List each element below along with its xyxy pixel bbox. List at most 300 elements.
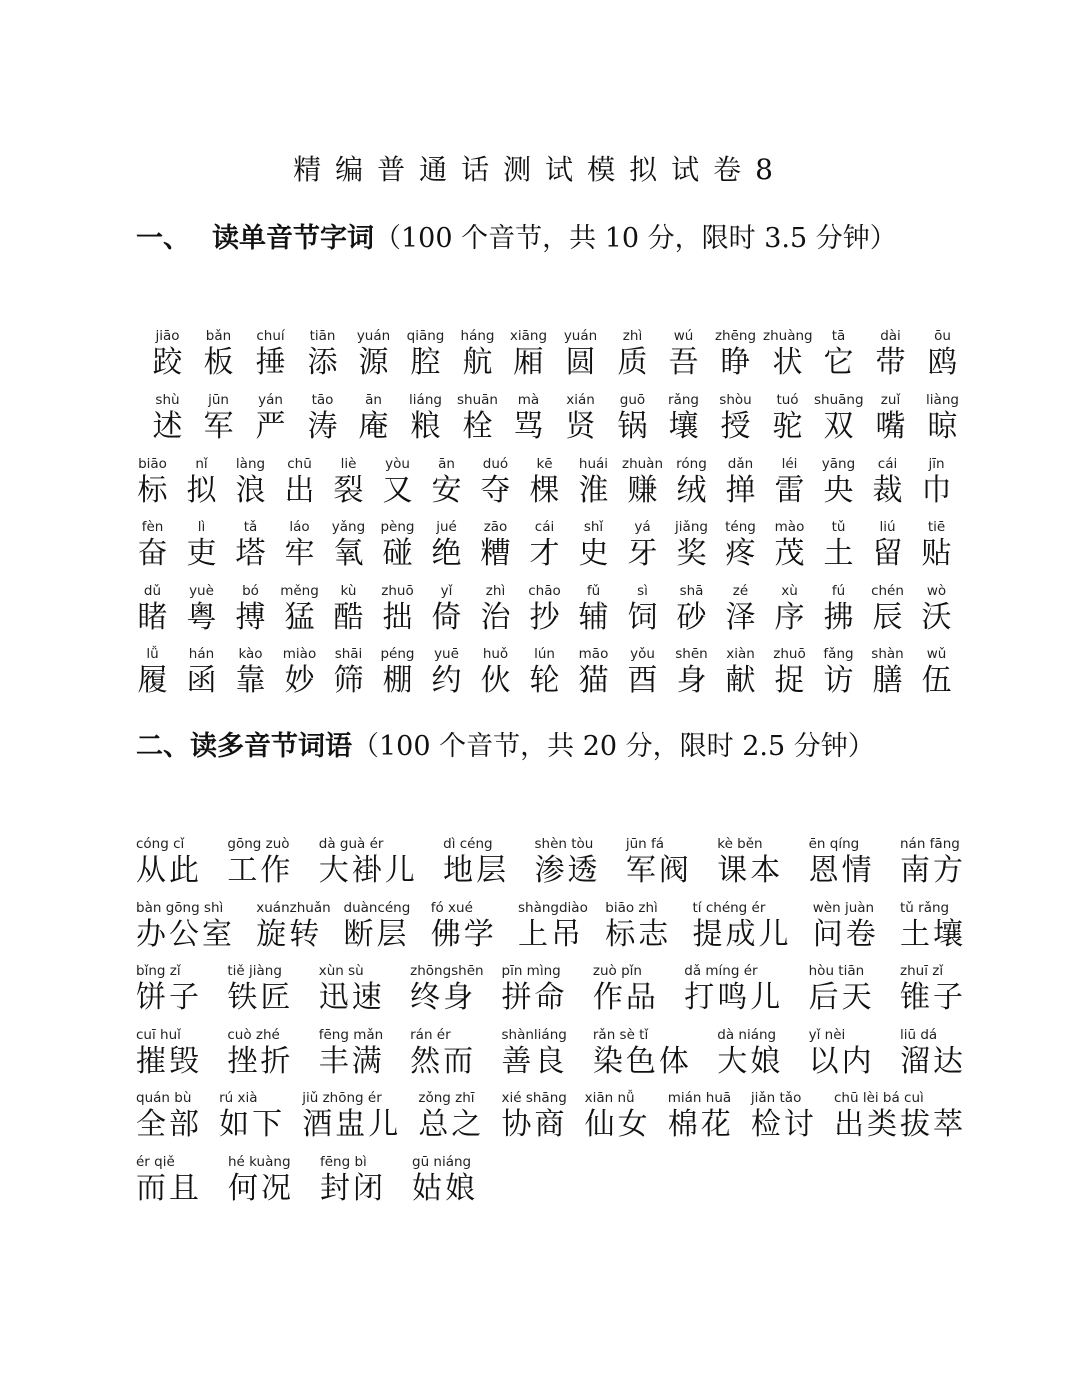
hanzi-label: 从此: [136, 853, 202, 888]
pinyin-label: wǔ: [926, 646, 947, 662]
hanzi-label: 浪: [235, 473, 266, 508]
syllable-item: [298, 391, 347, 445]
pinyin-label: miào: [282, 646, 317, 662]
syllable-item: [324, 518, 373, 572]
hanzi-label: 约: [431, 663, 462, 698]
hanzi-label: 猫: [578, 663, 609, 698]
pinyin-label: biāo: [138, 456, 167, 472]
syllable-item: [177, 518, 226, 572]
pinyin-label: bǐng zǐ: [136, 963, 181, 979]
hanzi-label: 晾: [927, 409, 958, 444]
pinyin-label: yuē: [434, 646, 459, 662]
hanzi-label: 庵: [358, 409, 389, 444]
hanzi-label: 睹: [137, 600, 168, 635]
hanzi-label: 沃: [921, 600, 952, 635]
hanzi-label: 拙: [382, 600, 413, 635]
pinyin-label: zé: [732, 583, 749, 599]
pinyin-label: liū dá: [900, 1027, 938, 1043]
pinyin-label: bàn gōng shì: [136, 900, 224, 916]
syllable-item: [471, 582, 520, 636]
pinyin-label: shǐ: [583, 519, 604, 535]
pinyin-label: tǔ rǎng: [900, 900, 950, 916]
word-item: [717, 1026, 783, 1080]
syllable-item: [814, 455, 863, 509]
pinyin-label: duó: [482, 456, 509, 472]
hanzi-label: 迅速: [318, 980, 385, 1015]
pinyin-label: fó xué: [430, 900, 473, 916]
hanzi-label: 夺: [480, 473, 511, 508]
pinyin-label: lǚ: [146, 646, 159, 662]
hanzi-label: 砂: [676, 600, 707, 635]
pinyin-label: cóng cǐ: [136, 836, 185, 852]
hanzi-label: 工作: [227, 853, 294, 888]
pinyin-label: liú: [879, 519, 896, 535]
pinyin-label: bó: [242, 583, 259, 599]
pinyin-label: kù: [340, 583, 357, 599]
word-item: [302, 1089, 401, 1143]
word-item: [410, 962, 484, 1016]
pinyin-label: chuí: [256, 328, 285, 344]
word-item: [219, 1089, 285, 1143]
pinyin-label: yán: [258, 392, 283, 408]
hanzi-label: 猛: [284, 600, 315, 635]
syllable-item: [556, 327, 605, 381]
hanzi-label: 打鸣儿: [684, 980, 784, 1015]
hanzi-label: 溜达: [900, 1044, 966, 1079]
section1-heading: [136, 216, 897, 255]
pinyin-label: nán fāng: [900, 836, 960, 852]
pinyin-label: yuán: [356, 328, 391, 344]
hanzi-label: 赚: [627, 473, 658, 508]
pinyin-label: yǐ nèi: [808, 1027, 846, 1043]
syllable-item: [912, 455, 961, 509]
pinyin-label: mào: [774, 519, 805, 535]
syllable-item: [453, 391, 502, 445]
hanzi-label: 轮: [529, 663, 560, 698]
pinyin-label: fēng bì: [320, 1154, 367, 1170]
hanzi-label: 治: [480, 600, 511, 635]
hanzi-label: 地层: [443, 853, 510, 888]
hanzi-label: 奋: [137, 536, 168, 571]
pinyin-label: yǐ: [440, 583, 453, 599]
pinyin-label: jiǎng: [675, 519, 708, 535]
hanzi-label: 土壤: [900, 917, 966, 952]
pinyin-label: měng: [280, 583, 319, 599]
hanzi-label: 后天: [808, 980, 875, 1015]
syllable-item: [608, 327, 657, 381]
pinyin-label: duàncéng: [343, 900, 411, 916]
hanzi-label: 协商: [501, 1107, 568, 1142]
hanzi-label: 伍: [921, 663, 952, 698]
syllable-item: [226, 518, 275, 572]
pinyin-label: zhuō: [773, 646, 806, 662]
hanzi-label: 佛学: [430, 917, 497, 952]
pinyin-label: shù: [155, 392, 180, 408]
word-item: [320, 1153, 386, 1207]
hanzi-label: 鸥: [927, 345, 958, 380]
pinyin-label: zhōngshēn: [410, 963, 484, 979]
syllable-item: [863, 645, 912, 699]
word-item: [605, 899, 671, 953]
pinyin-label: jūn fá: [625, 836, 665, 852]
hanzi-label: 仙女: [584, 1107, 651, 1142]
syllable-item: [814, 518, 863, 572]
pinyin-label: dà niáng: [717, 1027, 777, 1043]
hanzi-label: 锥子: [900, 980, 966, 1015]
syllable-item: [608, 391, 657, 445]
pinyin-label: nǐ: [195, 456, 208, 472]
hanzi-label: 栓: [462, 409, 493, 444]
word-item: [900, 1026, 966, 1080]
pinyin-label: zhì: [622, 328, 643, 344]
pinyin-label: cái: [534, 519, 555, 535]
hanzi-label: 序: [774, 600, 805, 635]
syllable-item: [128, 582, 177, 636]
section2-heading: [136, 724, 875, 763]
pinyin-label: zuò pǐn: [592, 963, 642, 979]
hanzi-label: 航: [462, 345, 493, 380]
hanzi-label: 全部: [136, 1107, 202, 1142]
word-item: [431, 899, 497, 953]
pinyin-label: shànliáng: [501, 1027, 567, 1043]
pinyin-label: cái: [877, 456, 898, 472]
hanzi-label: 渗透: [534, 853, 601, 888]
hanzi-label: 出类拔萃: [834, 1107, 966, 1142]
syllable-item: [275, 645, 324, 699]
hanzi-label: 跤: [152, 345, 183, 380]
pinyin-label: guō: [619, 392, 646, 408]
hanzi-label: 以内: [808, 1044, 875, 1079]
pinyin-label: xiàn: [726, 646, 755, 662]
section2-note: （100 个音节，共 20 分，限时 2.5 分钟）: [352, 731, 875, 762]
pinyin-label: hòu tiān: [808, 963, 865, 979]
word-item: [809, 962, 875, 1016]
pinyin-label: rán ér: [410, 1027, 451, 1043]
syllable-item: [520, 518, 569, 572]
hanzi-label: 大褂儿: [318, 853, 418, 888]
syllable-item: [711, 391, 760, 445]
word-item: [319, 835, 418, 889]
word-item: [809, 1026, 875, 1080]
hanzi-label: 锅: [617, 409, 648, 444]
syllable-item: [194, 327, 243, 381]
hanzi-label: 双: [823, 409, 854, 444]
pinyin-label: shēn: [675, 646, 708, 662]
hanzi-label: 抄: [529, 600, 560, 635]
hanzi-label: 贤: [565, 409, 596, 444]
syllable-item: [863, 582, 912, 636]
hanzi-label: 辅: [578, 600, 609, 635]
syllable-item: [520, 645, 569, 699]
pinyin-label: mà: [517, 392, 540, 408]
syllable-item: [349, 327, 398, 381]
hanzi-label: 辰: [872, 600, 903, 635]
pinyin-label: kào: [238, 646, 263, 662]
pinyin-label: háng: [460, 328, 495, 344]
hanzi-label: 染色体: [592, 1044, 692, 1079]
syllable-item: [128, 518, 177, 572]
pinyin-label: làng: [235, 456, 266, 472]
pinyin-label: kè běn: [717, 836, 763, 852]
hanzi-label: 圆: [565, 345, 596, 380]
syllable-item: [128, 455, 177, 509]
hanzi-label: 述: [152, 409, 183, 444]
syllable-item: [422, 582, 471, 636]
pinyin-label: zhuō: [381, 583, 414, 599]
syllable-item: [866, 327, 915, 381]
word-item: [412, 1153, 478, 1207]
word-item: [136, 962, 202, 1016]
word-item: [344, 899, 410, 953]
hanzi-label: 上吊: [518, 917, 584, 952]
syllable-item: [912, 518, 961, 572]
pinyin-label: láo: [289, 519, 310, 535]
pinyin-label: tí chéng ér: [692, 900, 766, 916]
hanzi-label: 铁匠: [227, 980, 294, 1015]
pinyin-label: wú: [673, 328, 694, 344]
pinyin-label: ān: [365, 392, 382, 408]
pinyin-label: shuāng: [814, 392, 864, 408]
hanzi-label: 泽: [725, 600, 756, 635]
syllable-item: [401, 391, 450, 445]
pinyin-label: jīn: [928, 456, 945, 472]
syllable-item: [373, 645, 422, 699]
syllable-item: [520, 582, 569, 636]
syllable-item: [246, 391, 295, 445]
word-item: [227, 962, 293, 1016]
word-item: [585, 1089, 651, 1143]
syllable-item: [912, 582, 961, 636]
word-item: [717, 835, 783, 889]
pinyin-label: ér qiě: [136, 1154, 175, 1170]
hanzi-label: 封闭: [320, 1171, 386, 1206]
hanzi-label: 函: [186, 663, 217, 698]
hanzi-label: 氧: [333, 536, 364, 571]
hanzi-label: 吏: [186, 536, 217, 571]
syllable-item: [373, 518, 422, 572]
syllable-item: [177, 455, 226, 509]
syllable-item: [569, 582, 618, 636]
hanzi-label: 何况: [228, 1171, 294, 1206]
syllable-item: [659, 391, 708, 445]
pinyin-label: xù: [781, 583, 798, 599]
pinyin-label: zhuī zǐ: [900, 963, 944, 979]
pinyin-label: shèn tòu: [534, 836, 594, 852]
syllable-item: [618, 518, 667, 572]
syllable-item: [765, 455, 814, 509]
syllable-item: [226, 582, 275, 636]
syllable-item: [918, 391, 967, 445]
word-item: [418, 1089, 484, 1143]
syllable-item: [373, 582, 422, 636]
syllable-item: [765, 582, 814, 636]
hanzi-label: 吾: [668, 345, 699, 380]
word-item: [136, 1153, 202, 1207]
pinyin-label: dà guà ér: [318, 836, 384, 852]
pinyin-label: kē: [536, 456, 553, 472]
pinyin-label: zuǐ: [880, 392, 901, 408]
syllable-item: [618, 582, 667, 636]
word-item: [693, 899, 792, 953]
hanzi-label: 姑娘: [412, 1171, 478, 1206]
word-item: [900, 962, 966, 1016]
page-title: 精编普通话测试模拟试卷8: [293, 153, 787, 186]
hanzi-label: 授: [720, 409, 751, 444]
syllable-item: [422, 645, 471, 699]
pinyin-label: xiāng: [509, 328, 548, 344]
pinyin-label: léi: [781, 456, 798, 472]
pinyin-label: yāng: [821, 456, 856, 472]
hanzi-label: 巾: [921, 473, 952, 508]
pinyin-label: māo: [578, 646, 609, 662]
pinyin-label: cuò zhé: [227, 1027, 280, 1043]
word-item: [535, 835, 601, 889]
word-item: [502, 1089, 568, 1143]
syllable-item: [667, 455, 716, 509]
word-item: [136, 1089, 202, 1143]
hanzi-label: 靠: [235, 663, 266, 698]
syllable-item: [763, 327, 812, 381]
pinyin-label: yòu: [385, 456, 410, 472]
syllable-item: [226, 455, 275, 509]
word-item: [502, 1026, 568, 1080]
pinyin-label: fǎng: [823, 646, 854, 662]
hanzi-label: 裂: [333, 473, 364, 508]
hanzi-label: 贴: [921, 536, 952, 571]
word-item: [136, 1026, 202, 1080]
hanzi-label: 挫折: [227, 1044, 294, 1079]
syllable-item: [226, 645, 275, 699]
pinyin-label: shuān: [457, 392, 498, 408]
word-item: [228, 1153, 294, 1207]
syllable-item: [763, 391, 812, 445]
hanzi-label: 善良: [501, 1044, 568, 1079]
hanzi-label: 膳: [872, 663, 903, 698]
syllable-item: [324, 645, 373, 699]
syllable-item: [471, 645, 520, 699]
word-item: [443, 835, 509, 889]
hanzi-label: 问卷: [812, 917, 879, 952]
syllable-item: [177, 645, 226, 699]
word-item: [900, 899, 966, 953]
syllable-item: [453, 327, 502, 381]
pinyin-label: yǎng: [331, 519, 366, 535]
syllable-item: [863, 518, 912, 572]
syllable-item: [765, 645, 814, 699]
pinyin-label: xiān nǚ: [584, 1090, 635, 1106]
pinyin-label: jiāo: [155, 328, 180, 344]
hanzi-label: 才: [529, 536, 560, 571]
section1-name: 读单音节字词: [212, 223, 374, 254]
word-item: [319, 962, 385, 1016]
hanzi-label: 奖: [676, 536, 707, 571]
pinyin-label: fú: [831, 583, 846, 599]
hanzi-label: 牢: [284, 536, 315, 571]
syllable-item: [324, 582, 373, 636]
pinyin-label: gōng zuò: [227, 836, 290, 852]
pinyin-label: tā: [831, 328, 846, 344]
pinyin-label: sì: [637, 583, 648, 599]
hanzi-label: 军: [203, 409, 234, 444]
syllable-item: [912, 645, 961, 699]
pinyin-label: shòu: [719, 392, 752, 408]
pinyin-label: rǎng: [668, 392, 699, 408]
hanzi-label: 睁: [720, 345, 751, 380]
hanzi-label: 饲: [627, 600, 658, 635]
word-item: [319, 1026, 385, 1080]
hanzi-label: 厢: [513, 345, 544, 380]
syllable-item: [814, 582, 863, 636]
word-item: [834, 1089, 966, 1143]
pinyin-label: tǎ: [243, 519, 258, 535]
hanzi-label: 它: [823, 345, 854, 380]
syllable-item: [618, 645, 667, 699]
hanzi-label: 掸: [725, 473, 756, 508]
hanzi-label: 南方: [900, 853, 966, 888]
hanzi-label: 终身: [410, 980, 477, 1015]
hanzi-label: 源: [358, 345, 389, 380]
hanzi-label: 捶: [255, 345, 286, 380]
word-item: [410, 1026, 476, 1080]
word-item: [684, 962, 783, 1016]
syllable-item: [471, 518, 520, 572]
hanzi-label: 总之: [418, 1107, 485, 1142]
hanzi-label: 如下: [219, 1107, 286, 1142]
syllable-item: [373, 455, 422, 509]
pinyin-label: tuó: [776, 392, 799, 408]
pinyin-label: yuè: [189, 583, 214, 599]
syllable-item: [716, 645, 765, 699]
hanzi-label: 史: [578, 536, 609, 571]
syllable-item: [349, 391, 398, 445]
pinyin-label: rǎn sè tǐ: [592, 1027, 649, 1043]
hanzi-label: 妙: [284, 663, 315, 698]
pinyin-label: jué: [436, 519, 457, 535]
pinyin-label: chén: [871, 583, 904, 599]
pinyin-label: hán: [188, 646, 215, 662]
word-item: [751, 1089, 817, 1143]
pinyin-label: shàn: [871, 646, 904, 662]
hanzi-label: 而且: [136, 1171, 202, 1206]
pinyin-label: dǔ: [143, 583, 162, 599]
hanzi-label: 雷: [774, 473, 805, 508]
hanzi-label: 严: [255, 409, 286, 444]
hanzi-label: 棚: [382, 663, 413, 698]
pinyin-label: lún: [534, 646, 555, 662]
pinyin-label: ān: [438, 456, 455, 472]
pinyin-label: ēn qíng: [808, 836, 860, 852]
section2-number: 二、: [136, 731, 190, 762]
word-item: [518, 899, 588, 953]
pinyin-label: wèn juàn: [812, 900, 875, 916]
pinyin-label: zhēng: [714, 328, 757, 344]
hanzi-label: 捉: [774, 663, 805, 698]
pinyin-label: rú xià: [219, 1090, 258, 1106]
pinyin-label: dǎn: [727, 456, 754, 472]
hanzi-label: 酷: [333, 600, 364, 635]
pinyin-label: tiě jiàng: [227, 963, 282, 979]
syllable-item: [814, 327, 863, 381]
pinyin-label: wò: [926, 583, 947, 599]
pinyin-label: zāo: [483, 519, 508, 535]
hanzi-label: 倚: [431, 600, 462, 635]
word-item: [593, 962, 659, 1016]
section2-name: 读多音节词语: [190, 731, 352, 762]
pinyin-label: mián huā: [667, 1090, 732, 1106]
syllable-item: [866, 391, 915, 445]
pinyin-label: fēng mǎn: [318, 1027, 384, 1043]
word-item: [502, 962, 568, 1016]
